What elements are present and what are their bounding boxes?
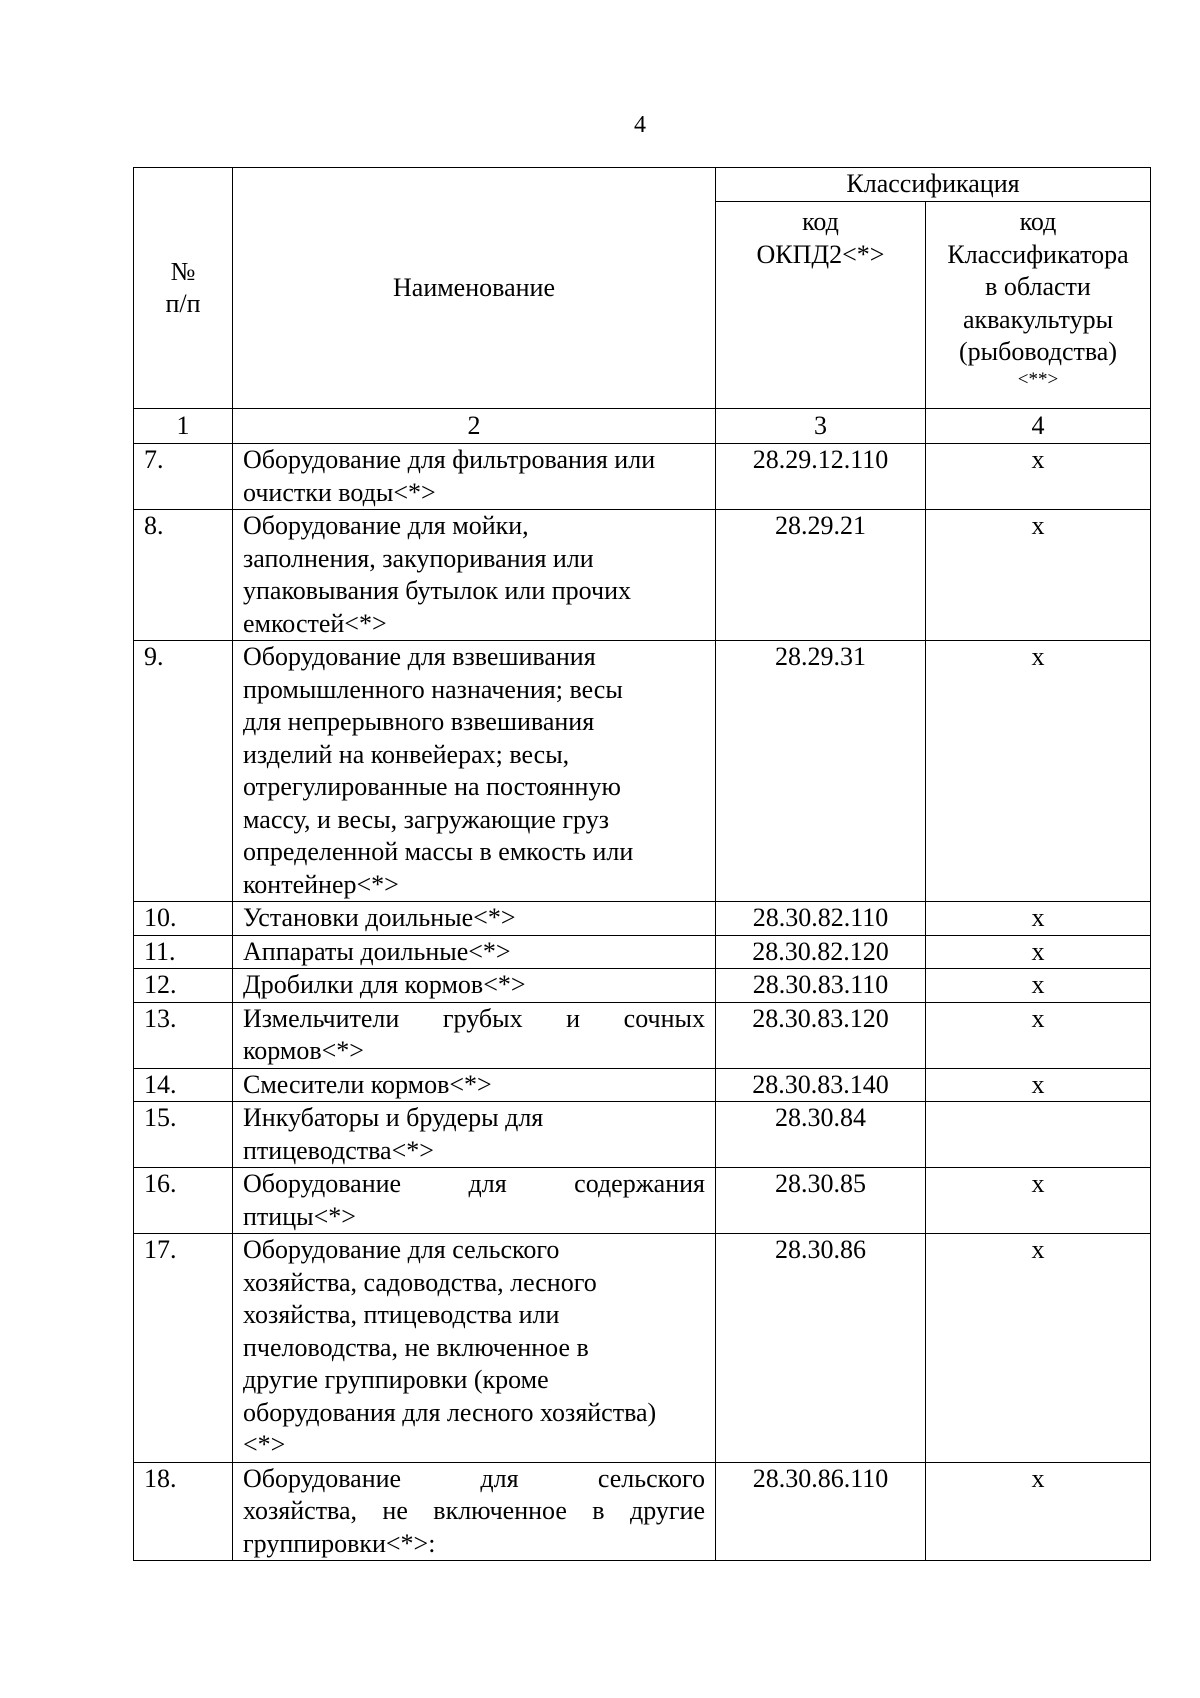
row-name-line: очистки воды<*>: [243, 477, 436, 507]
row-name-line: емкостей<*>: [243, 608, 387, 638]
row-name: [233, 510, 716, 641]
row-name-line: упаковывания бутылок или прочих: [243, 576, 631, 605]
row-number: 10.: [134, 902, 233, 936]
table-row: [134, 902, 1151, 936]
row-name-line: птицеводства<*>: [243, 1135, 434, 1165]
header-aqua-line2: Классификатора: [947, 239, 1129, 269]
table-row: [134, 1102, 1151, 1168]
header-colnum-3: 3: [716, 409, 926, 444]
row-number: 13.: [134, 1002, 233, 1068]
row-number: 18.: [134, 1462, 233, 1561]
row-name: [233, 1002, 716, 1068]
row-aqua-code: x: [926, 1234, 1151, 1463]
row-okpd-code: 28.30.86.110: [716, 1462, 926, 1561]
row-okpd-code: 28.29.21: [716, 510, 926, 641]
row-name-line: определенной массы в емкость или: [243, 837, 634, 866]
row-name-line: <*>: [243, 1430, 286, 1459]
row-aqua-code: [926, 1102, 1151, 1168]
row-name: [233, 935, 716, 969]
row-okpd-code: 28.30.86: [716, 1234, 926, 1463]
row-number: 9.: [134, 641, 233, 902]
row-okpd-code: 28.30.82.120: [716, 935, 926, 969]
row-name-line: пчеловодства, не включенное в: [243, 1332, 589, 1362]
row-number: 11.: [134, 935, 233, 969]
header-num-symbol: №: [170, 256, 196, 286]
row-okpd-code: 28.29.12.110: [716, 444, 926, 510]
row-name-line: Измельчители грубых и сочных: [243, 1003, 705, 1033]
row-number: 15.: [134, 1102, 233, 1168]
row-name: [233, 969, 716, 1003]
row-number: 12.: [134, 969, 233, 1003]
table-row: [134, 510, 1151, 641]
table-row: [134, 1002, 1151, 1068]
row-name-line: оборудования для лесного хозяйства): [243, 1397, 657, 1427]
row-name-line: Оборудование для фильтрования или: [243, 445, 656, 474]
row-name-line: Аппараты доильные<*>: [243, 936, 511, 966]
row-name-line: контейнер<*>: [243, 869, 399, 899]
row-name: [233, 1168, 716, 1234]
row-number: 8.: [134, 510, 233, 641]
header-name-cell: Наименование: [233, 168, 716, 409]
row-name-line: промышленного назначения; весы: [243, 674, 623, 704]
row-name-line: кормов<*>: [243, 1036, 364, 1065]
row-name: [233, 902, 716, 936]
row-aqua-code: x: [926, 444, 1151, 510]
row-aqua-code: x: [926, 1002, 1151, 1068]
classification-table: [133, 167, 1151, 1561]
row-okpd-code: 28.30.85: [716, 1168, 926, 1234]
row-name-line: отрегулированные на постоянную: [243, 772, 621, 801]
row-okpd-code: 28.30.83.120: [716, 1002, 926, 1068]
header-okpd-cell: [716, 202, 926, 409]
row-number: 14.: [134, 1068, 233, 1102]
row-name-line: Оборудование для содержания: [243, 1169, 705, 1198]
row-okpd-code: 28.30.84: [716, 1102, 926, 1168]
table-row: [134, 1462, 1151, 1561]
row-name: [233, 1462, 716, 1561]
row-name-line: хозяйства, не включенное в другие: [243, 1496, 705, 1525]
row-number: 7.: [134, 444, 233, 510]
row-number: 16.: [134, 1168, 233, 1234]
table-row: [134, 1168, 1151, 1234]
row-aqua-code: x: [926, 641, 1151, 902]
row-name-line: Оборудование для сельского: [243, 1235, 560, 1264]
row-name: [233, 1234, 716, 1463]
row-aqua-code: x: [926, 902, 1151, 936]
header-okpd-line2: ОКПД2<*>: [756, 239, 885, 269]
row-name-line: Оборудование для сельского: [243, 1463, 705, 1493]
header-aqua-line1: код: [1019, 207, 1057, 236]
page-number: 4: [634, 112, 646, 138]
header-aqua-cell: [926, 202, 1151, 409]
row-name-line: для непрерывного взвешивания: [243, 707, 595, 736]
header-aqua-line3: в области: [985, 272, 1091, 301]
table-body: [134, 444, 1151, 1561]
header-row-top: [134, 168, 1151, 202]
row-number: 17.: [134, 1234, 233, 1463]
row-name-line: хозяйства, птицеводства или: [243, 1300, 560, 1329]
row-name: [233, 1102, 716, 1168]
row-name-line: Оборудование для взвешивания: [243, 642, 596, 671]
row-name-line: Дробилки для кормов<*>: [243, 970, 526, 999]
row-name-line: птицы<*>: [243, 1201, 356, 1231]
header-colnum-4: 4: [926, 409, 1151, 444]
row-name-line: массу, и весы, загружающие груз: [243, 804, 609, 834]
row-name-line: Оборудование для мойки,: [243, 511, 529, 540]
row-name-line: Установки доильные<*>: [243, 903, 516, 932]
row-name-line: изделий на конвейерах; весы,: [243, 739, 570, 769]
header-okpd-line1: код: [802, 207, 839, 236]
header-row-numbers: [134, 409, 1151, 444]
row-aqua-code: x: [926, 1168, 1151, 1234]
table-row: [134, 1068, 1151, 1102]
row-aqua-code: x: [926, 935, 1151, 969]
row-aqua-code: x: [926, 1068, 1151, 1102]
row-aqua-code: x: [926, 969, 1151, 1003]
row-name: [233, 1068, 716, 1102]
row-name-line: Инкубаторы и брудеры для: [243, 1103, 544, 1132]
table-row: [134, 969, 1151, 1003]
row-okpd-code: 28.30.82.110: [716, 902, 926, 936]
row-okpd-code: 28.30.83.140: [716, 1068, 926, 1102]
row-name-line: другие группировки (кроме: [243, 1365, 549, 1394]
header-aqua-line5: (рыбоводства): [959, 337, 1117, 366]
row-aqua-code: x: [926, 510, 1151, 641]
table-row: [134, 444, 1151, 510]
table-row: [134, 641, 1151, 902]
header-colnum-2: 2: [233, 409, 716, 444]
row-name-line: заполнения, закупоривания или: [243, 543, 594, 573]
row-name-line: хозяйства, садоводства, лесного: [243, 1267, 597, 1297]
header-colnum-1: 1: [134, 409, 233, 444]
row-name-line: группировки<*>:: [243, 1528, 436, 1558]
row-aqua-code: x: [926, 1462, 1151, 1561]
header-aqua-line6: <**>: [1017, 368, 1059, 390]
header-aqua-line4: аквакультуры: [962, 304, 1114, 334]
row-okpd-code: 28.29.31: [716, 641, 926, 902]
row-name: [233, 641, 716, 902]
header-classification-cell: Классификация: [716, 168, 1151, 202]
table-row: [134, 935, 1151, 969]
row-okpd-code: 28.30.83.110: [716, 969, 926, 1003]
row-name-line: Смесители кормов<*>: [243, 1069, 492, 1099]
header-num-cell: [134, 168, 233, 409]
table-row: [134, 1234, 1151, 1463]
header-num-abbr: п/п: [165, 289, 201, 318]
row-name: [233, 444, 716, 510]
